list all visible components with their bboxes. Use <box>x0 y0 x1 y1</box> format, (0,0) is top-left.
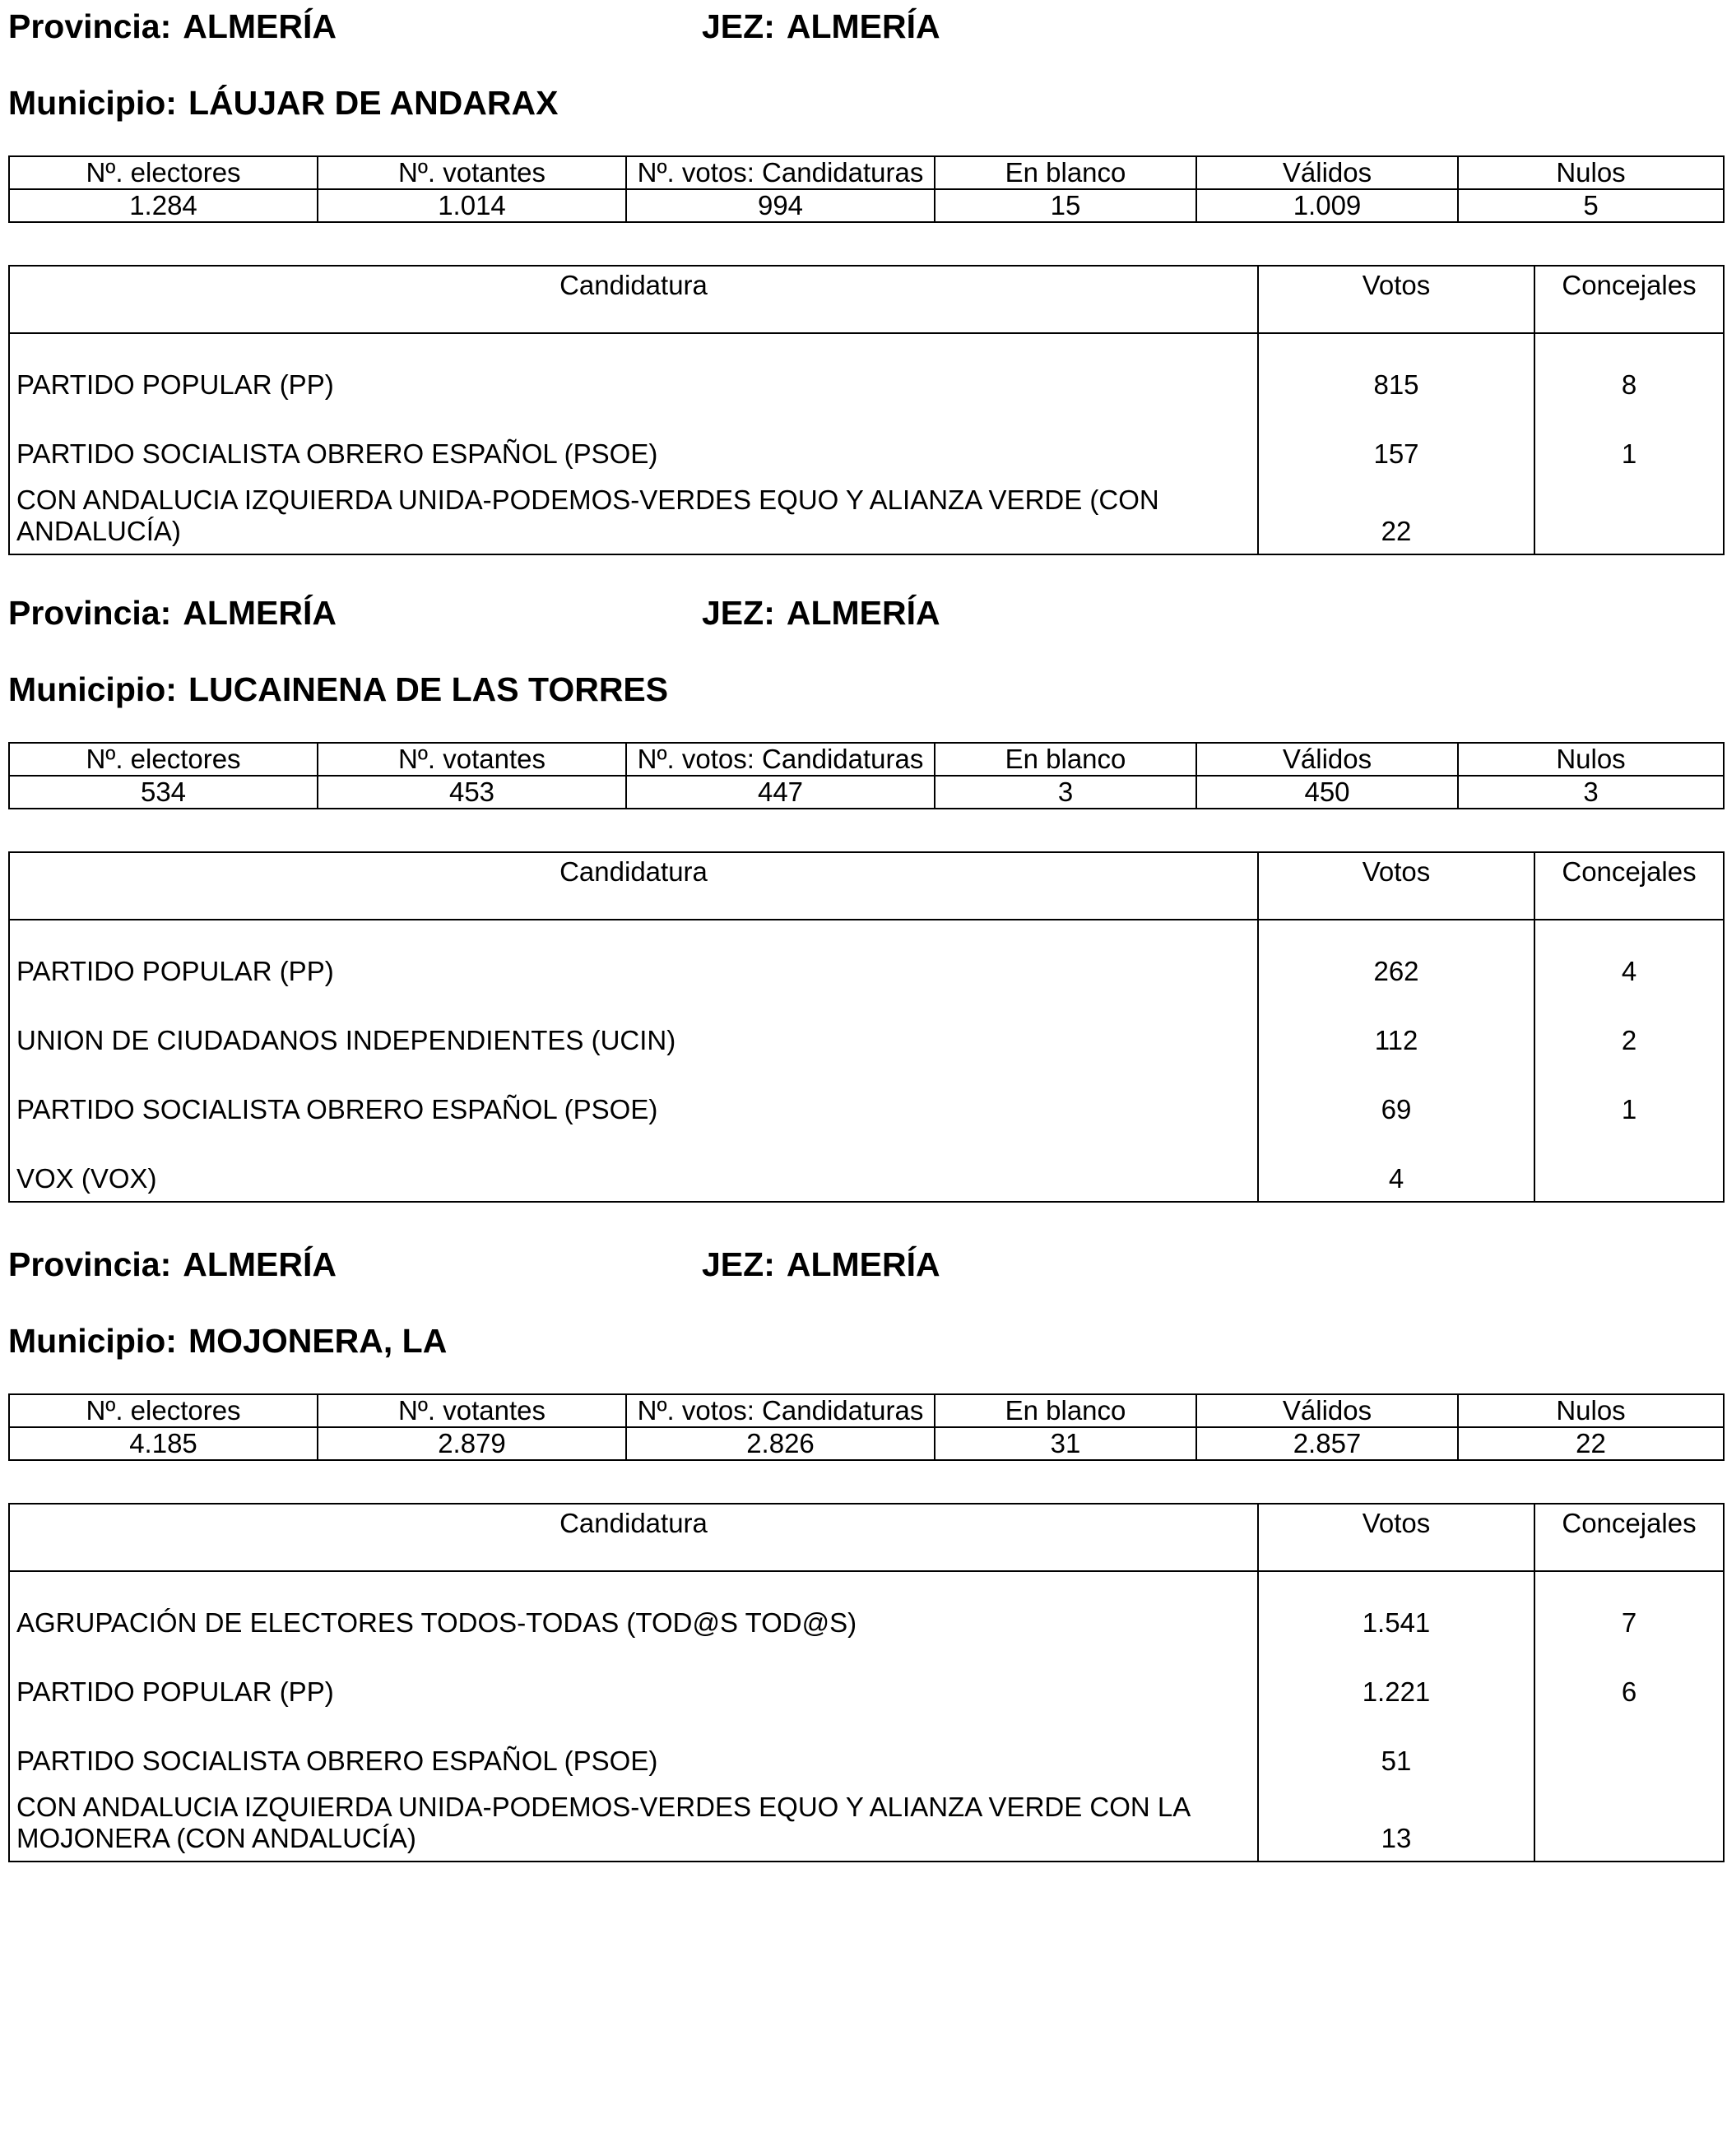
concejales-cell <box>1534 1132 1724 1202</box>
candidatura-cell: VOX (VOX) <box>9 1132 1258 1202</box>
summary-validos: 2.857 <box>1196 1427 1458 1460</box>
summary-table <box>8 742 1725 809</box>
candidatura-cell: PARTIDO POPULAR (PP) <box>9 920 1258 994</box>
summary-header-votos-candidaturas: Nº. votos: Candidaturas <box>626 743 935 776</box>
summary-header-votantes: Nº. votantes <box>318 1394 626 1427</box>
concejales-cell <box>1534 1783 1724 1862</box>
provincia-label: Provincia: <box>8 7 172 45</box>
votos-cell: 13 <box>1258 1783 1534 1862</box>
summary-votantes: 1.014 <box>318 189 626 222</box>
table-row <box>9 1783 1724 1862</box>
jez-line <box>702 1245 940 1284</box>
provincia-label: Provincia: <box>8 594 172 632</box>
summary-header-validos: Válidos <box>1196 743 1458 776</box>
summary-header-nulos: Nulos <box>1458 743 1724 776</box>
table-row <box>9 1132 1724 1202</box>
concejales-cell: 7 <box>1534 1571 1724 1645</box>
candidatura-cell: PARTIDO SOCIALISTA OBRERO ESPAÑOL (PSOE) <box>9 1714 1258 1783</box>
summary-header-en-blanco: En blanco <box>935 1394 1196 1427</box>
results-header-candidatura: Candidatura <box>9 852 1258 920</box>
summary-header-votos-candidaturas: Nº. votos: Candidaturas <box>626 1394 935 1427</box>
results-header-candidatura: Candidatura <box>9 1504 1258 1571</box>
summary-nulos: 22 <box>1458 1427 1724 1460</box>
jez-label: JEZ: <box>702 7 775 45</box>
table-row <box>9 1063 1724 1132</box>
jez-line <box>702 7 940 46</box>
concejales-cell: 2 <box>1534 994 1724 1063</box>
votos-cell: 815 <box>1258 333 1534 407</box>
summary-en-blanco: 3 <box>935 776 1196 809</box>
concejales-cell <box>1534 1714 1724 1783</box>
table-row <box>9 1645 1724 1714</box>
summary-header-en-blanco: En blanco <box>935 156 1196 189</box>
provincia-line <box>8 593 337 633</box>
summary-value-row <box>9 189 1724 222</box>
municipio-line <box>8 83 558 123</box>
summary-header-validos: Válidos <box>1196 156 1458 189</box>
jez-label: JEZ: <box>702 1245 775 1283</box>
summary-value-row <box>9 1427 1724 1460</box>
provincia-value: ALMERÍA <box>183 1245 337 1283</box>
jez-value: ALMERÍA <box>786 594 940 632</box>
candidatura-cell: PARTIDO POPULAR (PP) <box>9 1645 1258 1714</box>
candidatura-cell: PARTIDO SOCIALISTA OBRERO ESPAÑOL (PSOE) <box>9 1063 1258 1132</box>
municipio-label: Municipio: <box>8 670 177 708</box>
results-header-row <box>9 852 1724 920</box>
results-header-row <box>9 1504 1724 1571</box>
votos-cell: 1.221 <box>1258 1645 1534 1714</box>
summary-header-votantes: Nº. votantes <box>318 156 626 189</box>
results-header-votos: Votos <box>1258 852 1534 920</box>
results-header-candidatura: Candidatura <box>9 266 1258 333</box>
summary-votantes: 453 <box>318 776 626 809</box>
summary-table <box>8 155 1725 223</box>
summary-header-votos-candidaturas: Nº. votos: Candidaturas <box>626 156 935 189</box>
votos-cell: 4 <box>1258 1132 1534 1202</box>
summary-nulos: 3 <box>1458 776 1724 809</box>
summary-electores: 1.284 <box>9 189 318 222</box>
summary-votos-candidaturas: 2.826 <box>626 1427 935 1460</box>
summary-en-blanco: 31 <box>935 1427 1196 1460</box>
candidatura-cell: UNION DE CIUDADANOS INDEPENDIENTES (UCIN) <box>9 994 1258 1063</box>
summary-header-row <box>9 743 1724 776</box>
concejales-cell: 1 <box>1534 407 1724 476</box>
votos-cell: 69 <box>1258 1063 1534 1132</box>
results-header-concejales: Concejales <box>1534 266 1724 333</box>
provincia-label: Provincia: <box>8 1245 172 1283</box>
votos-cell: 1.541 <box>1258 1571 1534 1645</box>
provincia-line <box>8 7 337 46</box>
results-table <box>8 851 1725 1203</box>
summary-validos: 1.009 <box>1196 189 1458 222</box>
provincia-value: ALMERÍA <box>183 594 337 632</box>
candidatura-cell: CON ANDALUCIA IZQUIERDA UNIDA-PODEMOS-VERDES EQUO Y ALIANZA VERDE CON LA MOJONERA (CON ANDALUCÍA) <box>9 1783 1258 1862</box>
summary-header-nulos: Nulos <box>1458 1394 1724 1427</box>
results-header-votos: Votos <box>1258 1504 1534 1571</box>
table-row <box>9 920 1724 994</box>
candidatura-cell: CON ANDALUCIA IZQUIERDA UNIDA-PODEMOS-VERDES EQUO Y ALIANZA VERDE (CON ANDALUCÍA) <box>9 476 1258 554</box>
votos-cell: 22 <box>1258 476 1534 554</box>
summary-header-electores: Nº. electores <box>9 743 318 776</box>
jez-value: ALMERÍA <box>786 7 940 45</box>
results-header-votos: Votos <box>1258 266 1534 333</box>
candidatura-cell: AGRUPACIÓN DE ELECTORES TODOS-TODAS (TOD@S TOD@S) <box>9 1571 1258 1645</box>
municipio-line <box>8 670 668 709</box>
votos-cell: 262 <box>1258 920 1534 994</box>
summary-table <box>8 1393 1725 1461</box>
summary-header-en-blanco: En blanco <box>935 743 1196 776</box>
summary-header-votantes: Nº. votantes <box>318 743 626 776</box>
jez-value: ALMERÍA <box>786 1245 940 1283</box>
votos-cell: 51 <box>1258 1714 1534 1783</box>
summary-value-row <box>9 776 1724 809</box>
results-header-concejales: Concejales <box>1534 852 1724 920</box>
municipio-label: Municipio: <box>8 1322 177 1360</box>
summary-en-blanco: 15 <box>935 189 1196 222</box>
jez-label: JEZ: <box>702 594 775 632</box>
concejales-cell: 1 <box>1534 1063 1724 1132</box>
table-row <box>9 1714 1724 1783</box>
summary-nulos: 5 <box>1458 189 1724 222</box>
summary-electores: 4.185 <box>9 1427 318 1460</box>
municipio-value: LÁUJAR DE ANDARAX <box>188 84 559 122</box>
summary-header-row <box>9 1394 1724 1427</box>
jez-line <box>702 593 940 633</box>
municipio-value: MOJONERA, LA <box>188 1322 448 1360</box>
table-row <box>9 333 1724 407</box>
table-row <box>9 1571 1724 1645</box>
summary-votantes: 2.879 <box>318 1427 626 1460</box>
municipio-label: Municipio: <box>8 84 177 122</box>
municipio-value: LUCAINENA DE LAS TORRES <box>188 670 669 708</box>
table-row <box>9 407 1724 476</box>
candidatura-cell: PARTIDO SOCIALISTA OBRERO ESPAÑOL (PSOE) <box>9 407 1258 476</box>
table-row <box>9 994 1724 1063</box>
concejales-cell: 4 <box>1534 920 1724 994</box>
results-table <box>8 1503 1725 1862</box>
concejales-cell <box>1534 476 1724 554</box>
concejales-cell: 8 <box>1534 333 1724 407</box>
concejales-cell: 6 <box>1534 1645 1724 1714</box>
summary-validos: 450 <box>1196 776 1458 809</box>
table-row <box>9 476 1724 554</box>
summary-header-row <box>9 156 1724 189</box>
summary-electores: 534 <box>9 776 318 809</box>
results-header-concejales: Concejales <box>1534 1504 1724 1571</box>
summary-votos-candidaturas: 447 <box>626 776 935 809</box>
municipio-line <box>8 1321 447 1361</box>
results-header-row <box>9 266 1724 333</box>
summary-header-electores: Nº. electores <box>9 1394 318 1427</box>
provincia-line <box>8 1245 337 1284</box>
results-table <box>8 265 1725 555</box>
votos-cell: 157 <box>1258 407 1534 476</box>
summary-votos-candidaturas: 994 <box>626 189 935 222</box>
summary-header-electores: Nº. electores <box>9 156 318 189</box>
provincia-value: ALMERÍA <box>183 7 337 45</box>
summary-header-validos: Válidos <box>1196 1394 1458 1427</box>
votos-cell: 112 <box>1258 994 1534 1063</box>
candidatura-cell: PARTIDO POPULAR (PP) <box>9 333 1258 407</box>
summary-header-nulos: Nulos <box>1458 156 1724 189</box>
